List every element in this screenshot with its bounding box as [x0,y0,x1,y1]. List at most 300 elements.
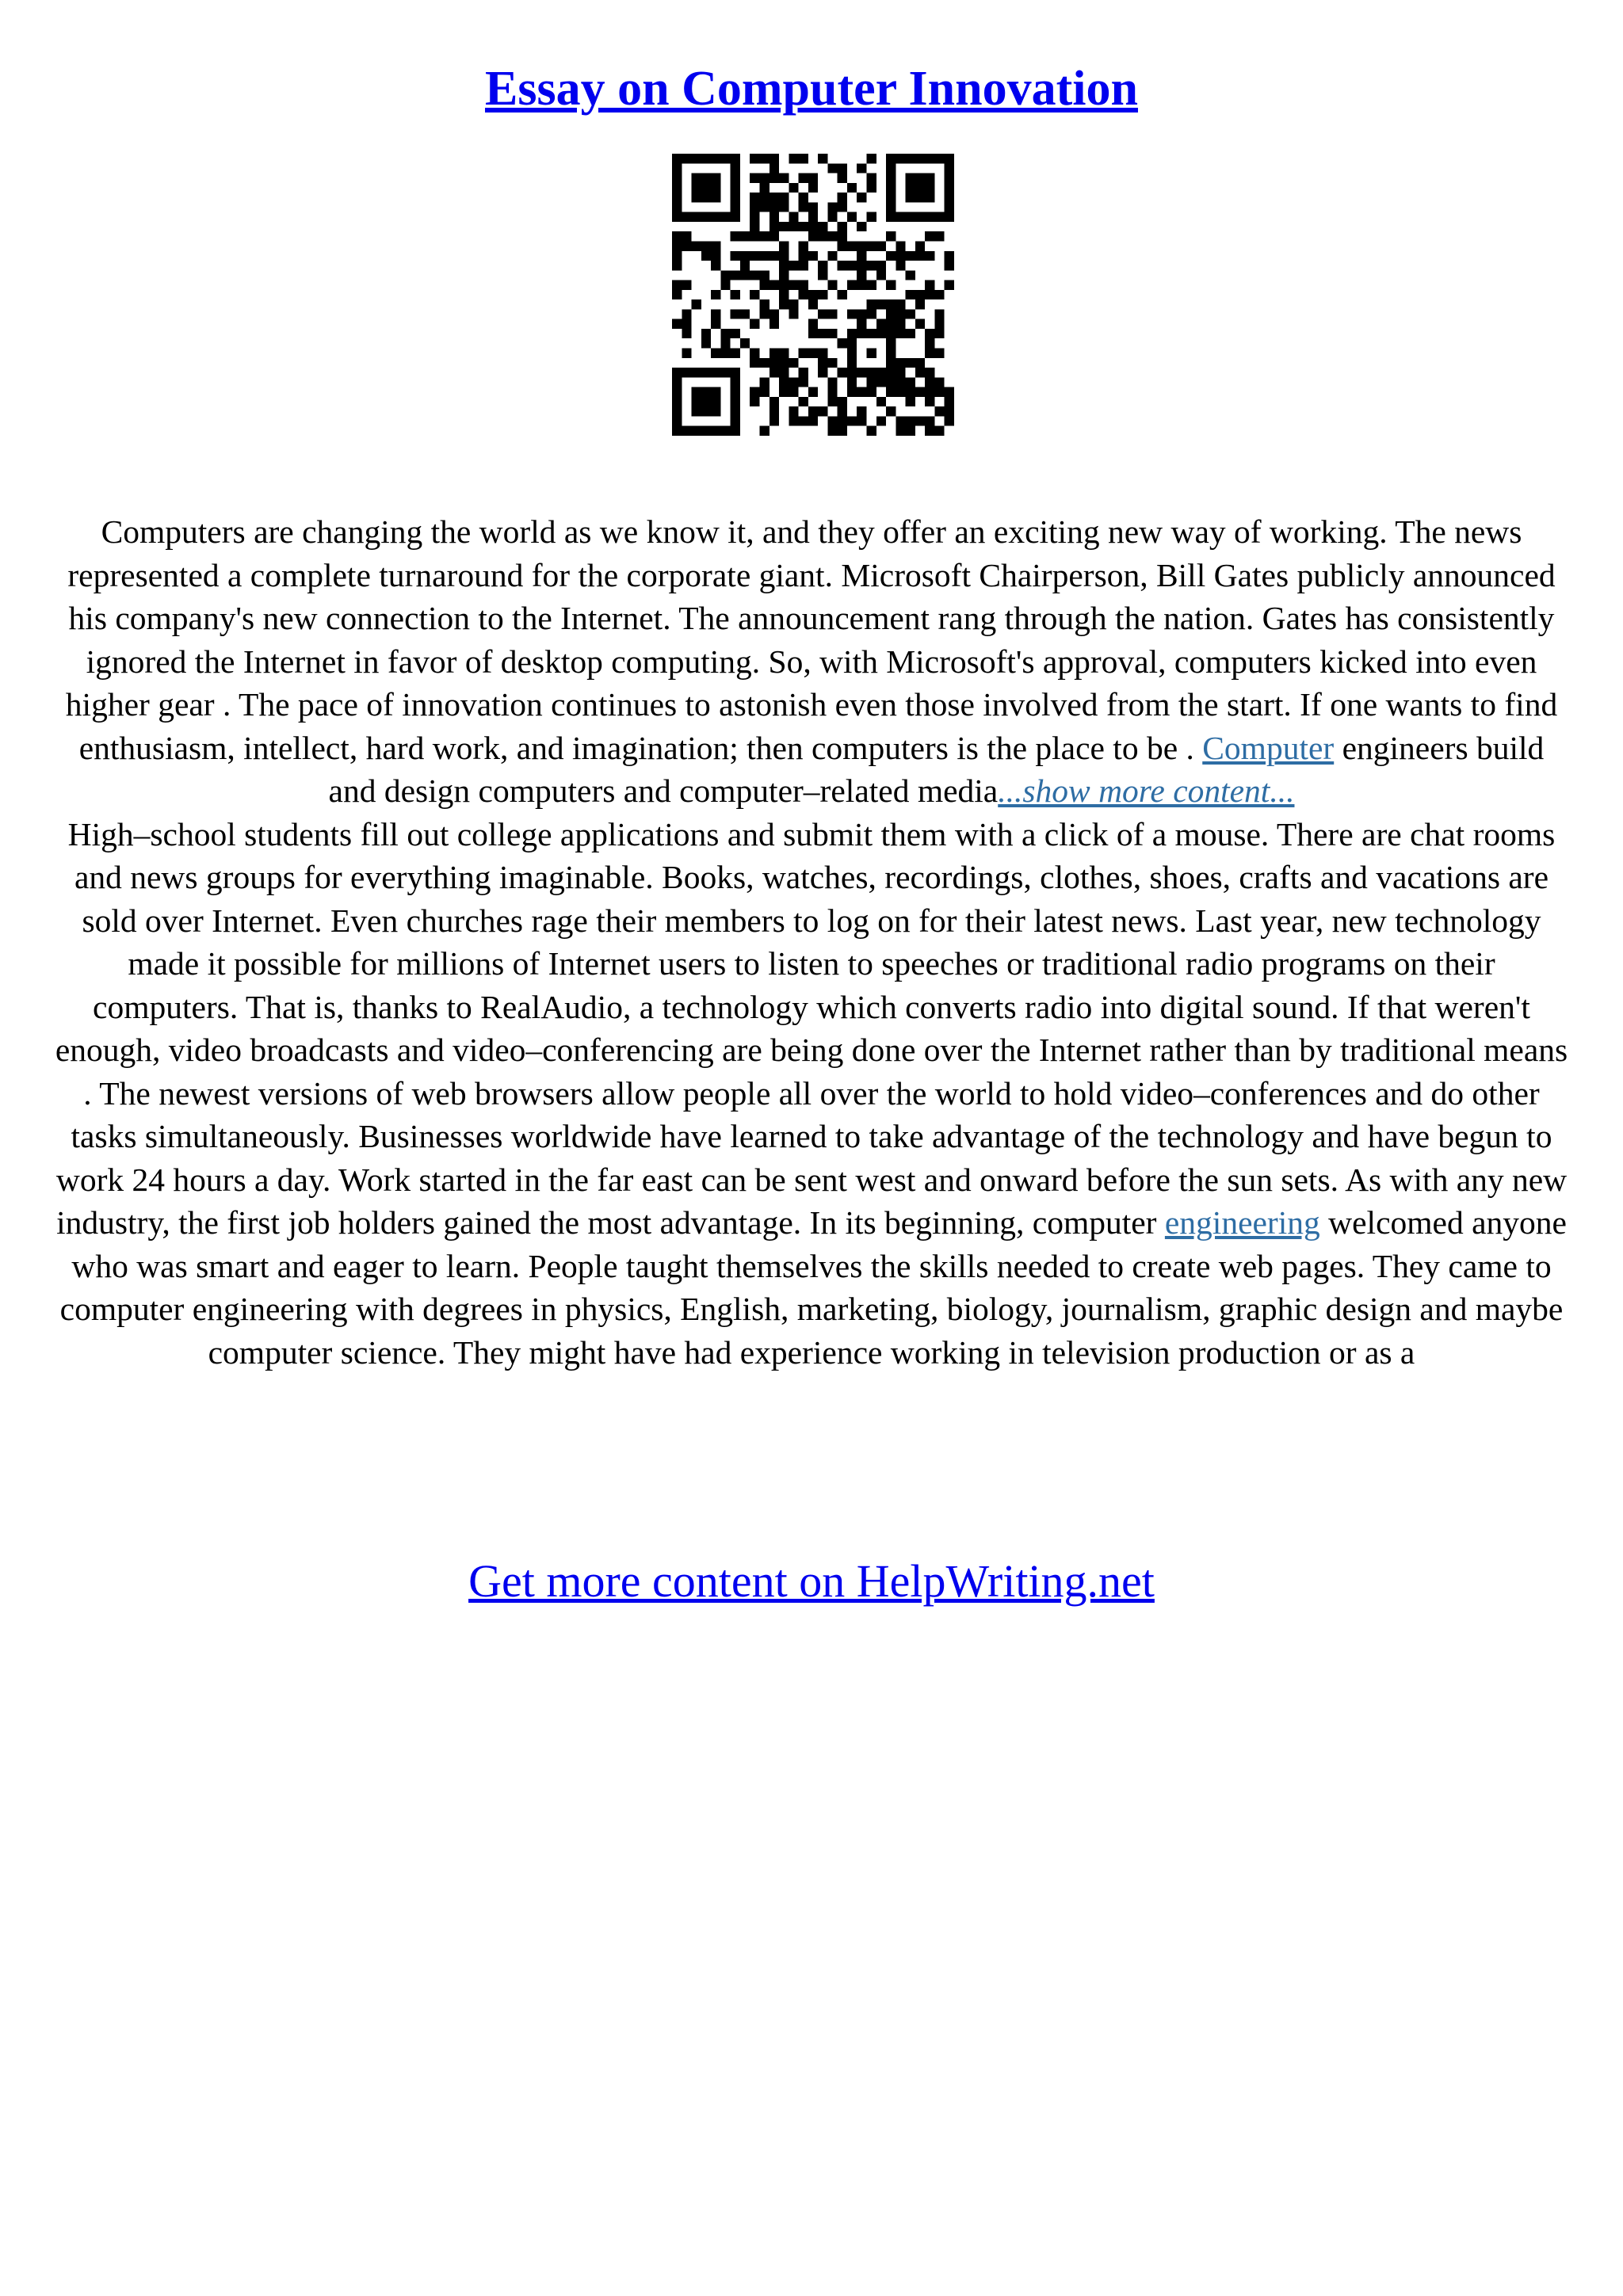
qr-module [740,261,750,270]
qr-module [867,154,876,163]
qr-module [925,349,934,358]
qr-module [925,397,934,406]
qr-module [934,377,944,387]
qr-module [672,241,682,250]
qr-module [740,309,750,318]
qr-module [838,202,847,212]
qr-module [827,280,837,290]
qr-module [808,202,818,212]
qr-module [692,299,701,309]
qr-module [925,280,934,290]
qr-module [876,377,886,387]
qr-module [876,319,886,329]
qr-module [759,309,769,318]
engineering-link[interactable]: engineering [1164,1204,1320,1241]
qr-module [906,251,915,261]
show-more-link[interactable]: ...show more content... [998,772,1295,809]
qr-module [750,193,759,202]
qr-module [808,406,818,416]
qr-module [769,416,779,425]
qr-module [934,426,944,436]
qr-module [682,329,691,338]
qr-module [692,387,701,397]
qr-module [886,280,896,290]
qr-module [789,377,798,387]
qr-module [799,416,808,425]
qr-module [867,387,876,397]
qr-module [692,193,701,202]
qr-module [925,251,934,261]
qr-module [896,426,905,436]
qr-module [818,329,827,338]
qr-module [808,212,818,222]
qr-module [759,280,769,290]
qr-module [682,280,691,290]
qr-module [672,319,682,329]
qr-module [876,329,886,338]
qr-module [915,387,925,397]
qr-code-icon [672,154,954,436]
qr-module [857,368,866,377]
qr-module [769,231,779,241]
qr-module [915,416,925,425]
qr-module [886,368,896,377]
qr-module [876,397,886,406]
qr-module [731,397,740,406]
qr-module [750,202,759,212]
qr-module [731,174,740,183]
qr-module [945,202,954,212]
qr-module [682,319,691,329]
qr-module [847,368,857,377]
qr-module [750,231,759,241]
qr-module [750,358,759,368]
qr-module [711,251,720,261]
qr-module [847,358,857,368]
qr-module [769,174,779,183]
qr-module [857,251,866,261]
qr-module [838,290,847,299]
qr-module [867,299,876,309]
qr-module [915,174,925,183]
qr-module [818,358,827,368]
qr-module [759,251,769,261]
qr-module [731,202,740,212]
qr-module [838,231,847,241]
qr-module [799,397,808,406]
qr-module [799,280,808,290]
qr-module [818,368,827,377]
qr-module [769,154,779,163]
qr-module [720,349,730,358]
qr-module [720,212,730,222]
qr-module [886,349,896,358]
qr-module [750,270,759,280]
qr-module [799,261,808,270]
qr-module [711,154,720,163]
qr-module [692,368,701,377]
qr-module [896,299,905,309]
qr-module [759,299,769,309]
qr-module [906,329,915,338]
qr-module [799,241,808,250]
qr-module [731,290,740,299]
qr-module [701,368,711,377]
qr-module [867,261,876,270]
qr-module [886,183,896,193]
qr-module [759,426,769,436]
qr-module [711,290,720,299]
qr-module [857,309,866,318]
qr-module [672,368,682,377]
computer-link[interactable]: Computer [1202,729,1335,766]
qr-module [838,426,847,436]
qr-module [945,163,954,173]
qr-module [789,299,798,309]
qr-module [799,349,808,358]
qr-module [818,349,827,358]
qr-module [945,193,954,202]
qr-module [779,193,789,202]
qr-module [672,212,682,222]
qr-module [896,261,905,270]
qr-module [886,154,896,163]
qr-module [720,426,730,436]
qr-module [682,241,691,250]
qr-module [808,183,818,193]
qr-module [769,212,779,222]
qr-module [759,193,769,202]
qr-module [808,416,818,425]
qr-module [838,338,847,348]
qr-module [896,154,905,163]
qr-module [906,416,915,425]
qr-module [701,387,711,397]
qr-module [808,299,818,309]
qr-module [906,154,915,163]
qr-module [682,368,691,377]
qr-module [925,154,934,163]
qr-module [925,193,934,202]
qr-module [906,174,915,183]
qr-module [731,270,740,280]
qr-module [789,222,798,231]
qr-module [847,261,857,270]
qr-module [711,261,720,270]
qr-module [759,377,769,387]
qr-module [692,174,701,183]
qr-module [827,202,837,212]
qr-module [711,212,720,222]
qr-module [789,406,798,416]
qr-module [915,212,925,222]
qr-module [701,251,711,261]
qr-module [692,397,701,406]
qr-module [750,212,759,222]
qr-module [672,154,682,163]
qr-module [906,358,915,368]
qr-module [896,416,905,425]
qr-module [769,163,779,173]
qr-module [934,231,944,241]
qr-module [711,368,720,377]
qr-module [896,309,905,318]
qr-module [915,319,925,329]
qr-module [876,241,886,250]
qr-module [672,406,682,416]
qr-module [827,426,837,436]
qr-module [789,183,798,193]
qr-module [886,251,896,261]
qr-module [731,231,740,241]
qr-module [731,387,740,397]
qr-module [799,193,808,202]
qr-module [886,299,896,309]
qr-module [857,241,866,250]
qr-module [915,193,925,202]
qr-module [818,309,827,318]
qr-module [818,231,827,241]
qr-module [701,241,711,250]
qr-module [827,387,837,397]
qr-module [945,261,954,270]
qr-module [886,193,896,202]
qr-module [808,319,818,329]
qr-module [672,202,682,212]
qr-module [818,154,827,163]
qr-module [672,193,682,202]
qr-module [876,368,886,377]
qr-module [896,358,905,368]
qr-module [838,193,847,202]
qr-module [925,387,934,397]
qr-module [799,202,808,212]
qr-module [799,368,808,377]
qr-module [896,212,905,222]
qr-module [779,241,789,250]
qr-module [731,377,740,387]
qr-module [779,349,789,358]
qr-module [808,251,818,261]
qr-module [818,261,827,270]
qr-module [906,397,915,406]
qr-module [838,406,847,416]
qr-module [779,270,789,280]
qr-module [779,377,789,387]
qr-module [934,406,944,416]
qr-module [934,290,944,299]
qr-module [818,406,827,416]
qr-module [906,377,915,387]
qr-module [720,280,730,290]
qr-module [934,309,944,318]
qr-module [838,174,847,183]
qr-module [857,163,866,173]
qr-module [769,280,779,290]
qr-module [808,329,818,338]
qr-module [867,212,876,222]
qr-module [759,358,769,368]
qr-module [769,202,779,212]
qr-module [847,377,857,387]
qr-module [701,193,711,202]
qr-module [750,387,759,397]
qr-module [896,251,905,261]
qr-module [838,416,847,425]
qr-module [701,212,711,222]
qr-module [769,193,779,202]
qr-module [731,251,740,261]
qr-module [750,397,759,406]
qr-module [934,319,944,329]
qr-module [682,309,691,318]
qr-module [720,270,730,280]
qr-module [896,319,905,329]
qr-module [847,387,857,397]
qr-module [731,329,740,338]
qr-module [779,368,789,377]
qr-module [701,329,711,338]
qr-module [808,222,818,231]
qr-module [847,349,857,358]
qr-module [672,416,682,425]
qr-module [867,280,876,290]
qr-module [857,416,866,425]
qr-module [886,212,896,222]
qr-module [886,406,896,416]
qr-module [827,163,837,173]
qr-module [818,270,827,280]
qr-module [701,183,711,193]
qr-module [720,368,730,377]
qr-module [945,183,954,193]
qr-module [779,261,789,270]
qr-module [692,406,701,416]
qr-module [915,299,925,309]
qr-module [692,154,701,163]
qr-module [731,154,740,163]
qr-module [711,397,720,406]
qr-module [915,290,925,299]
qr-module [672,377,682,387]
qr-module [779,299,789,309]
qr-module [838,397,847,406]
qr-module [945,416,954,425]
qr-module [799,174,808,183]
qr-module [740,338,750,348]
qr-module [827,377,837,387]
qr-module [915,241,925,250]
qr-module [896,329,905,338]
qr-module [945,387,954,397]
qr-module [779,222,789,231]
qr-module [711,406,720,416]
qr-module [731,368,740,377]
qr-module [847,183,857,193]
title-link[interactable]: Essay on Computer Innovation [485,62,1138,116]
qr-module [838,222,847,231]
qr-module [886,202,896,212]
qr-module [720,329,730,338]
qr-module [769,368,779,377]
footer [0,1551,1623,1611]
qr-module [886,309,896,318]
qr-module [759,183,769,193]
qr-module [701,338,711,348]
qr-module [759,231,769,241]
qr-module [906,270,915,280]
qr-module [934,329,944,338]
qr-module [896,387,905,397]
qr-module [906,426,915,436]
qr-module [711,387,720,397]
helpwriting-link[interactable]: Get more content on HelpWriting.net [468,1555,1155,1607]
qr-module [945,251,954,261]
qr-module [731,309,740,318]
qr-module [925,329,934,338]
qr-module [740,270,750,280]
qr-module [876,270,886,280]
qr-module [692,212,701,222]
qr-module [827,358,837,368]
qr-module [799,222,808,231]
qr-module [731,193,740,202]
qr-module [750,222,759,231]
paragraph-1-text-end: engineers build and design computers and computer–related media [328,729,1545,809]
qr-module [808,231,818,241]
qr-module [827,212,837,222]
qr-module [915,358,925,368]
qr-module [857,406,866,416]
qr-module [867,183,876,193]
qr-module [799,377,808,387]
qr-module [838,163,847,173]
qr-module [945,280,954,290]
qr-module [906,212,915,222]
qr-module [827,251,837,261]
qr-module [886,163,896,173]
qr-module [672,387,682,397]
qr-module [769,251,779,261]
qr-module [906,290,915,299]
qr-module [682,231,691,241]
qr-module [886,377,896,387]
qr-module [808,387,818,397]
qr-module [867,368,876,377]
qr-module [672,280,682,290]
qr-module [711,426,720,436]
qr-module [731,406,740,416]
qr-module [857,280,866,290]
paragraph-2-text-start: High–school students fill out college applications and submit them with a click of a mouse. There are chat rooms and news groups for everything imaginable. Books, watches, recordings, clothes, shoes, crafts and vacations are sold over Internet. Even churches rage their members to log on for their latest news. Last year, new technology made it possible for millions of Internet users to listen to speeches or traditional radio programs on their computers. That is, thanks to RealAudio, a technology which converts radio into digital sound. If that weren't enough, video broadcasts and video–conferencing are being done over the Internet rather than by traditional means . The newest versions of web browsers allow people all over the world to hold video–conferences and do other tasks simultaneously. Businesses worldwide have learned to take advantage of the technology and have begun to work 24 hours a day. Work started in the far east can be sent west and onward before the sun sets. As with any new industry, the first job holders gained the most advantage. In its beginning, computer [55,815,1568,1241]
qr-module [682,349,691,358]
qr-module [701,397,711,406]
qr-module [847,280,857,290]
qr-module [847,309,857,318]
qr-module [779,174,789,183]
qr-module [672,251,682,261]
qr-module [682,154,691,163]
qr-module [857,387,866,397]
paragraph-2-text-end: welcomed anyone who was smart and eager to learn. People taught themselves the skills needed to create web pages. They came to computer engineering with degrees in physics, English, marketing, biology, journalism, graphic design and maybe computer science. They might have had experience working in television production or as a [59,1204,1567,1371]
qr-module [759,270,769,280]
qr-module [682,212,691,222]
qr-module [779,280,789,290]
qr-module [672,174,682,183]
qr-module [934,154,944,163]
qr-module [789,358,798,368]
qr-module [799,290,808,299]
